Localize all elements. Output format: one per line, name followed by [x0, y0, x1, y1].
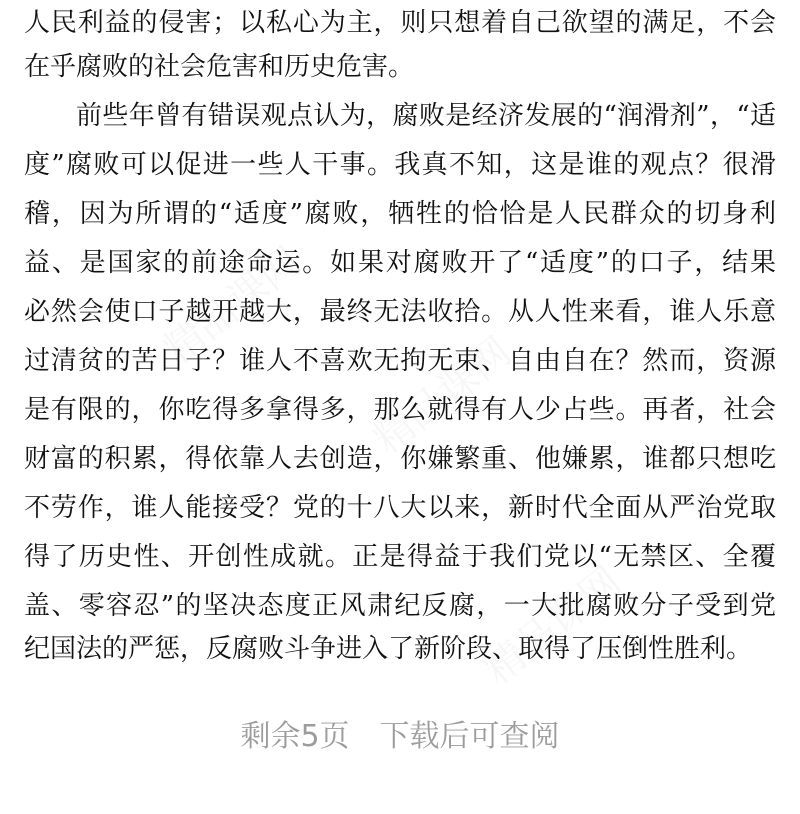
text-line-12: 得了历史性、开创性成就。正是得益于我们党以“无禁区、全覆	[24, 542, 776, 572]
text-line-6: 益、是国家的前途命运。如果对腐败开了“适度”的口子，结果	[24, 248, 776, 278]
text-line-9: 是有限的，你吃得多拿得多，那么就得有人少占些。再者，社会	[24, 395, 776, 425]
download-prompt-bar[interactable]	[0, 712, 800, 762]
text-line-4: 度”腐败可以促进一些人干事。我真不知，这是谁的观点？很滑	[24, 150, 776, 180]
remaining-pages-download-link[interactable]: 剩余5页 下载后可查阅	[240, 719, 560, 754]
text-line-5: 稽，因为所谓的“适度”腐败，牺牲的恰恰是人民群众的切身利	[24, 199, 776, 229]
text-line-1: 人民利益的侵害；以私心为主，则只想着自己欲望的满足，不会	[24, 8, 776, 38]
text-line-11: 不劳作，谁人能接受？党的十八大以来，新时代全面从严治党取	[24, 493, 776, 523]
text-line-14: 纪国法的严惩，反腐败斗争进入了新阶段、取得了压倒性胜利。	[24, 634, 753, 664]
text-line-2: 在乎腐败的社会危害和历史危害。	[24, 52, 415, 82]
text-line-10: 财富的积累，得依靠人去创造，你嫌繁重、他嫌累，谁都只想吃	[24, 444, 776, 474]
text-line-3: 前些年曾有错误观点认为，腐败是经济发展的“润滑剂”，“适	[76, 101, 776, 131]
text-line-7: 必然会使口子越开越大，最终无法收拾。从人性来看，谁人乐意	[24, 297, 776, 327]
text-line-13: 盖、零容忍”的坚决态度正风肃纪反腐，一大批腐败分子受到党	[24, 591, 776, 621]
text-line-8: 过清贫的苦日子？谁人不喜欢无拘无束、自由自在？然而，资源	[24, 346, 776, 376]
